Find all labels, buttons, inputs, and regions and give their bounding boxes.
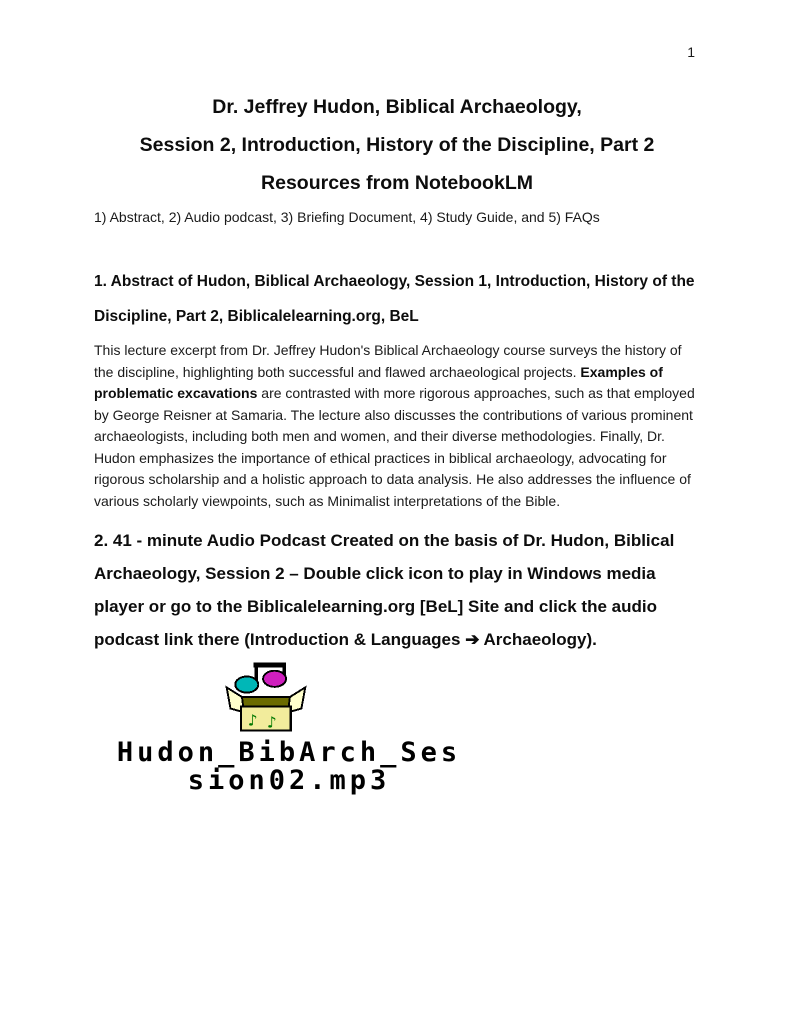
svg-text:♪: ♪ (266, 713, 277, 732)
document-title (94, 88, 700, 202)
abstract-text-rest: are contrasted with more rigorous approaches, such as that employed by George Reisner at Samaria. The lecture also discusses the contributions of various prominent archaeologists, including both men and women, and their diverse methodologies. Finally, Dr. Hudon emphasizes the importance of ethical practices in biblical archaeology, advocating for rigorous scholarship and a holistic approach to data analysis. He also addresses the influence of various scholarly viewpoints, such as Minimalist interpretations of the Bible. (94, 385, 695, 509)
document-title-line-1: Dr. Jeffrey Hudon, Biblical Archaeology, (212, 96, 582, 118)
resources-list-line: 1) Abstract, 2) Audio podcast, 3) Briefing Document, 4) Study Guide, and 5) FAQs (94, 209, 600, 225)
document-content (94, 88, 700, 795)
podcast-section-heading: 2. 41 - minute Audio Podcast Created on the basis of Dr. Hudon, Biblical Archaeology, Session 2 – Double click icon to play in Windows media player or go to the Biblicalelearning.org [BeL] Site and click the audio podcast link there (Introduction & Languages ➔ Archaeology). (94, 531, 675, 649)
abstract-section-heading: 1. Abstract of Hudon, Biblical Archaeology, Session 1, Introduction, History of the Discipline, Part 2, Biblicalelearning.org, BeL (94, 273, 695, 325)
document-title-line-2: Session 2, Introduction, History of the Discipline, Part 2 (139, 134, 655, 156)
abstract-text-bold: Examples of problematic excavations (94, 363, 663, 401)
audio-podcast-object[interactable] (94, 660, 484, 795)
page-number: 1 (687, 44, 695, 60)
media-filename-line-2: sion02.mp3 (187, 765, 391, 796)
abstract-paragraph (94, 340, 700, 512)
media-filename (94, 739, 484, 795)
document-title-line-3: Resources from NotebookLM (261, 172, 533, 194)
media-file-icon[interactable] (219, 660, 311, 734)
media-filename-line-1: Hudon_BibArch_Ses (116, 737, 462, 768)
svg-text:♪: ♪ (247, 711, 258, 730)
abstract-text-lead: This lecture excerpt from Dr. Jeffrey Hudon's Biblical Archaeology course surveys the history of the discipline, highlighting both successful and flawed archaeological projects. (94, 342, 682, 380)
music-note-box-icon (219, 660, 311, 734)
